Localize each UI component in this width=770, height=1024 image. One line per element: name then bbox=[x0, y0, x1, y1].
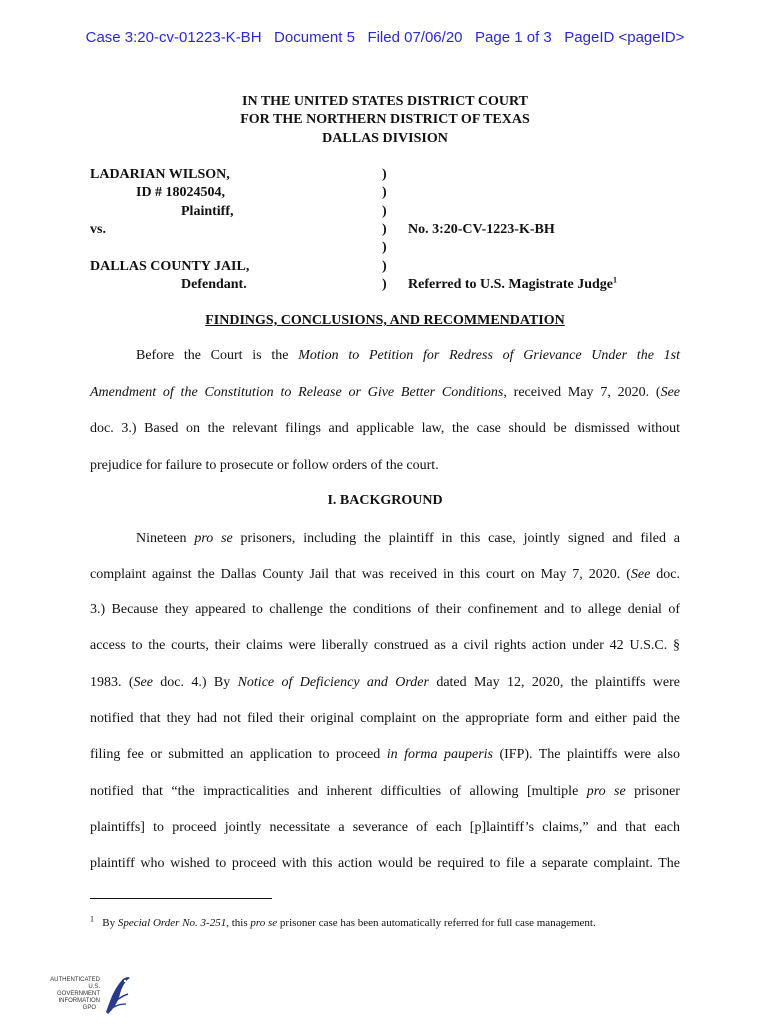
caption-paren: ) bbox=[382, 167, 387, 182]
plaintiff-name: LADARIAN WILSON, bbox=[90, 167, 230, 182]
motion-title-cont: Amendment of the Constitution to Release or Give Better Conditions bbox=[90, 385, 504, 400]
eagle-icon bbox=[100, 972, 132, 1017]
caption-paren: ) bbox=[382, 259, 387, 274]
motion-title: Motion to Petition for Redress of Grievance Under the 1st bbox=[298, 348, 680, 363]
plaintiff-role: Plaintiff, bbox=[181, 204, 234, 219]
background-line-3: 3.) Because they appeared to challenge the conditions of their confinement and to allege denial of bbox=[90, 602, 680, 617]
page-count: Page 1 of 3 bbox=[475, 29, 552, 46]
caption-paren: ) bbox=[382, 240, 387, 255]
background-line-4: access to the courts, their claims were liberally construed as a civil rights action under 42 U.S.C. § bbox=[90, 638, 680, 653]
footnote-number: 1 bbox=[90, 914, 94, 924]
background-line-10: plaintiff who wished to proceed with this action would be required to file a separate complaint. The bbox=[90, 856, 680, 871]
intro-line-1: Before the Court is the Motion to Petition for Redress of Grievance Under the 1st bbox=[136, 348, 680, 363]
background-line-1: Nineteen pro se prisoners, including the plaintiff in this case, jointly signed and filed a bbox=[136, 531, 681, 546]
court-name-line1: IN THE UNITED STATES DISTRICT COURT bbox=[242, 94, 528, 109]
caption-paren: ) bbox=[382, 185, 387, 200]
defendant-role: Defendant. bbox=[181, 277, 247, 292]
document-number: Document 5 bbox=[274, 29, 355, 46]
background-line-9: plaintiffs] to proceed jointly necessitate a severance of each [p]laintiff’s claims,” and that each bbox=[90, 820, 680, 835]
section-heading-background: I. BACKGROUND bbox=[327, 493, 443, 508]
caption-paren: ) bbox=[382, 204, 387, 219]
background-line-5: 1983. (See doc. 4.) By Notice of Deficiency and Order dated May 12, 2020, the plaintiffs were bbox=[90, 675, 680, 690]
filed-date: Filed 07/06/20 bbox=[367, 29, 463, 46]
seal-text: AUTHENTICATED U.S. GOVERNMENT INFORMATION GPO bbox=[50, 977, 100, 1011]
referral-text: Referred to U.S. Magistrate Judge bbox=[408, 277, 614, 292]
intro-line-2: Amendment of the Constitution to Release or Give Better Conditions, received May 7, 2020. (See bbox=[90, 385, 681, 400]
plaintiff-id: ID # 18024504, bbox=[136, 185, 226, 200]
background-line-8: notified that “the impracticalities and inherent difficulties of allowing [multiple pro se prisoner bbox=[90, 784, 680, 799]
defendant-name: DALLAS COUNTY JAIL, bbox=[90, 259, 250, 274]
filing-header bbox=[0, 29, 770, 46]
background-line-2: complaint against the Dallas County Jail that was received in this court on May 7, 2020. (See doc. bbox=[90, 567, 680, 582]
court-division: DALLAS DIVISION bbox=[322, 131, 448, 146]
court-name-line2: FOR THE NORTHERN DISTRICT OF TEXAS bbox=[240, 112, 530, 127]
background-line-7: filing fee or submitted an application to proceed in forma pauperis (IFP). The plaintiffs were also bbox=[90, 747, 680, 762]
footnote-ref[interactable]: 1 bbox=[613, 275, 618, 285]
caption-paren: ) bbox=[382, 222, 387, 237]
intro-line-3: doc. 3.) Based on the relevant filings and applicable law, the case should be dismissed without bbox=[90, 421, 680, 436]
caption-paren: ) bbox=[382, 277, 387, 292]
referral-line bbox=[408, 277, 617, 293]
background-line-6: notified that they had not filed their original complaint on the appropriate form and either paid the bbox=[90, 711, 680, 726]
case-number: No. 3:20-CV-1223-K-BH bbox=[408, 222, 555, 237]
footnote: $^1$ By Special Order No. 3-251, this pro se prisoner case has been automatically referred for full case management. bbox=[90, 914, 596, 929]
document-title: FINDINGS, CONCLUSIONS, AND RECOMMENDATION bbox=[205, 313, 565, 328]
gpo-authentication-seal bbox=[44, 972, 134, 1017]
intro-line-4: prejudice for failure to prosecute or follow orders of the court. bbox=[90, 458, 439, 473]
case-number-header: Case 3:20-cv-01223-K-BH bbox=[85, 29, 262, 46]
page-id: PageID <pageID> bbox=[564, 29, 685, 46]
versus: vs. bbox=[90, 222, 106, 237]
footnote-rule bbox=[90, 898, 272, 899]
